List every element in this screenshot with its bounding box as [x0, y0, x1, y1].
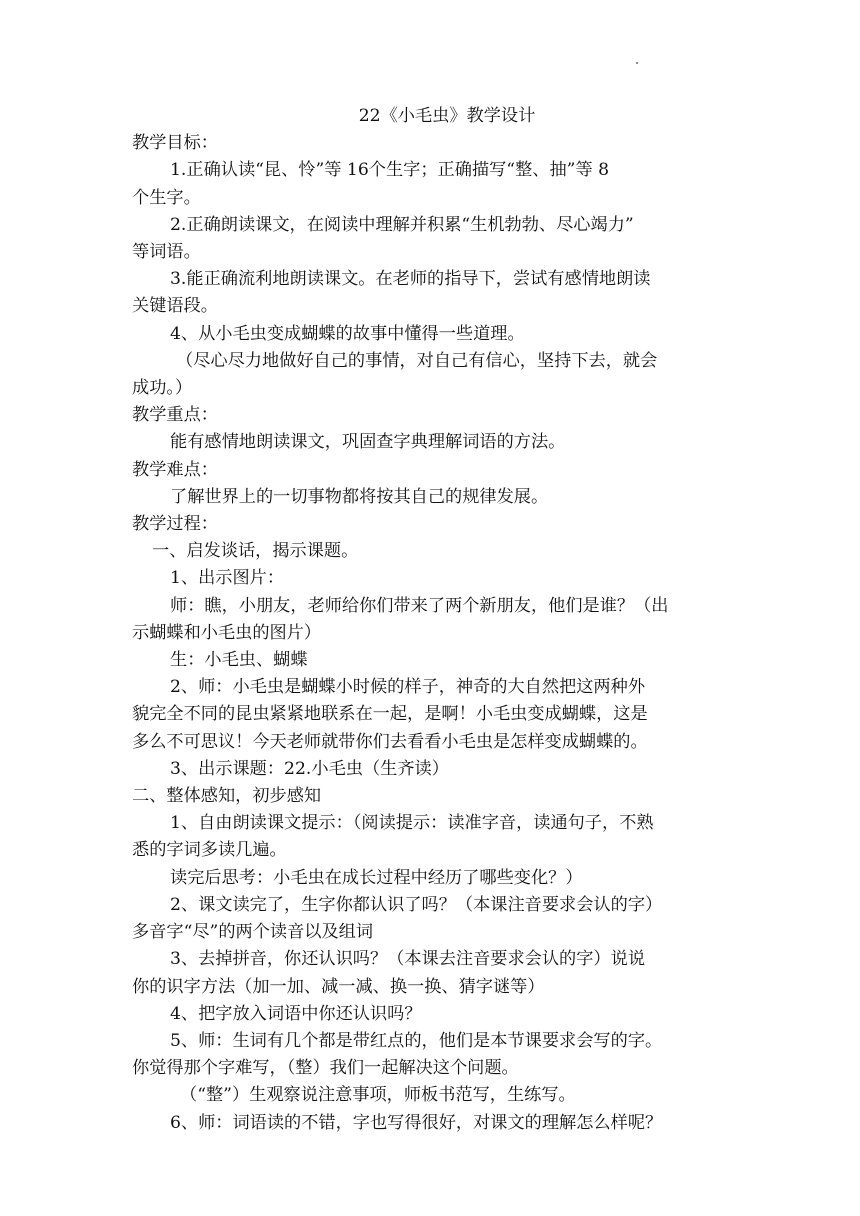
section-2-heading: 二、整体感知，初步感知 — [132, 786, 322, 807]
step-1-2-cont-b: 多么不可思议！今天老师就带你们去看看小毛虫是怎样变成蝴蝶的。 — [132, 731, 648, 752]
goal-3-cont: 关键语段。 — [132, 296, 218, 317]
goal-2-cont: 等词语。 — [132, 242, 201, 263]
difficulty-text: 了解世界上的一切事物都将按其自己的规律发展。 — [170, 486, 549, 507]
heading-key-points: 教学重点： — [132, 405, 218, 426]
step-1-2: 2、师：小毛虫是蝴蝶小时候的样子，神奇的大自然把这两种外 — [170, 677, 646, 698]
goal-4: 4、从小毛虫变成蝴蝶的故事中懂得一些道理。 — [170, 323, 525, 344]
section-1-heading: 一、启发谈话，揭示课题。 — [152, 541, 359, 562]
step-2-6: 6、师：词语读的不错，字也写得很好，对课文的理解怎么样呢？ — [170, 1112, 663, 1133]
step-2-1-cont: 悉的字词多读几遍。 — [132, 840, 287, 861]
key-point-text: 能有感情地朗读课文，巩固查字典理解词语的方法。 — [170, 432, 566, 453]
step-2-2-cont: 多音字“尽”的两个读音以及组词 — [132, 922, 374, 943]
step-2-5: 5、师：生词有几个都是带红点的，他们是本节课要求会写的字。 — [170, 1030, 663, 1051]
step-2-4: 4、把字放入词语中你还认识吗？ — [170, 1003, 422, 1024]
step-2-5-cont: 你觉得那个字难写，（整）我们一起解决这个问题。 — [132, 1058, 519, 1079]
step-1-2-cont-a: 貌完全不同的昆虫紧紧地联系在一起，是啊！小毛虫变成蝴蝶，这是 — [132, 704, 648, 725]
step-2-3: 3、去掉拼音，你还认识吗？（本课去注音要求会认的字）说说 — [170, 949, 646, 970]
goal-4-note-cont: 成功。） — [132, 378, 193, 399]
step-1-1-teacher: 师：瞧，小朋友，老师给你们带来了两个新朋友，他们是谁？（出 — [170, 595, 669, 616]
step-1-3: 3、出示课题：22.小毛虫（生齐读） — [170, 758, 449, 779]
goal-1-cont: 个生字。 — [132, 187, 201, 208]
step-1-1-student: 生：小毛虫、蝴蝶 — [170, 650, 308, 671]
step-2-1: 1、自由朗读课文提示：（阅读提示：读准字音，读通句子，不熟 — [170, 813, 654, 834]
document-title: 22《小毛虫》教学设计 — [358, 106, 536, 126]
goal-2: 2.正确朗读课文，在阅读中理解并积累“生机勃勃、尽心竭力” — [170, 214, 634, 235]
step-2-1-think: 读完后思考：小毛虫在成长过程中经历了哪些变化？） — [170, 867, 583, 888]
page-dot-mark — [636, 62, 638, 64]
goal-4-note: （尽心尽力地做好自己的事情，对自己有信心，坚持下去，就会 — [176, 350, 658, 371]
goal-1: 1.正确认读“昆、怜”等 16个生字；正确描写“整、抽”等 8 — [170, 160, 610, 181]
goal-3: 3.能正确流利地朗读课文。在老师的指导下，尝试有感情地朗读 — [170, 269, 651, 290]
heading-difficulties: 教学难点： — [132, 459, 218, 480]
step-2-5-note: （“整”）生观察说注意事项，师板书范写，生练写。 — [180, 1085, 576, 1106]
heading-teaching-goals: 教学目标： — [132, 133, 218, 154]
heading-process: 教学过程： — [132, 514, 218, 535]
step-2-2: 2、课文读完了，生字你都认识了吗？（本课注音要求会认的字） — [170, 894, 663, 915]
step-2-3-cont: 你的识字方法（加一加、减一减、换一换、猜字谜等） — [132, 976, 545, 997]
step-1-1-teacher-cont: 示蝴蝶和小毛虫的图片） — [132, 622, 322, 643]
step-1-1: 1、出示图片： — [170, 568, 285, 589]
document-page — [132, 103, 732, 1137]
